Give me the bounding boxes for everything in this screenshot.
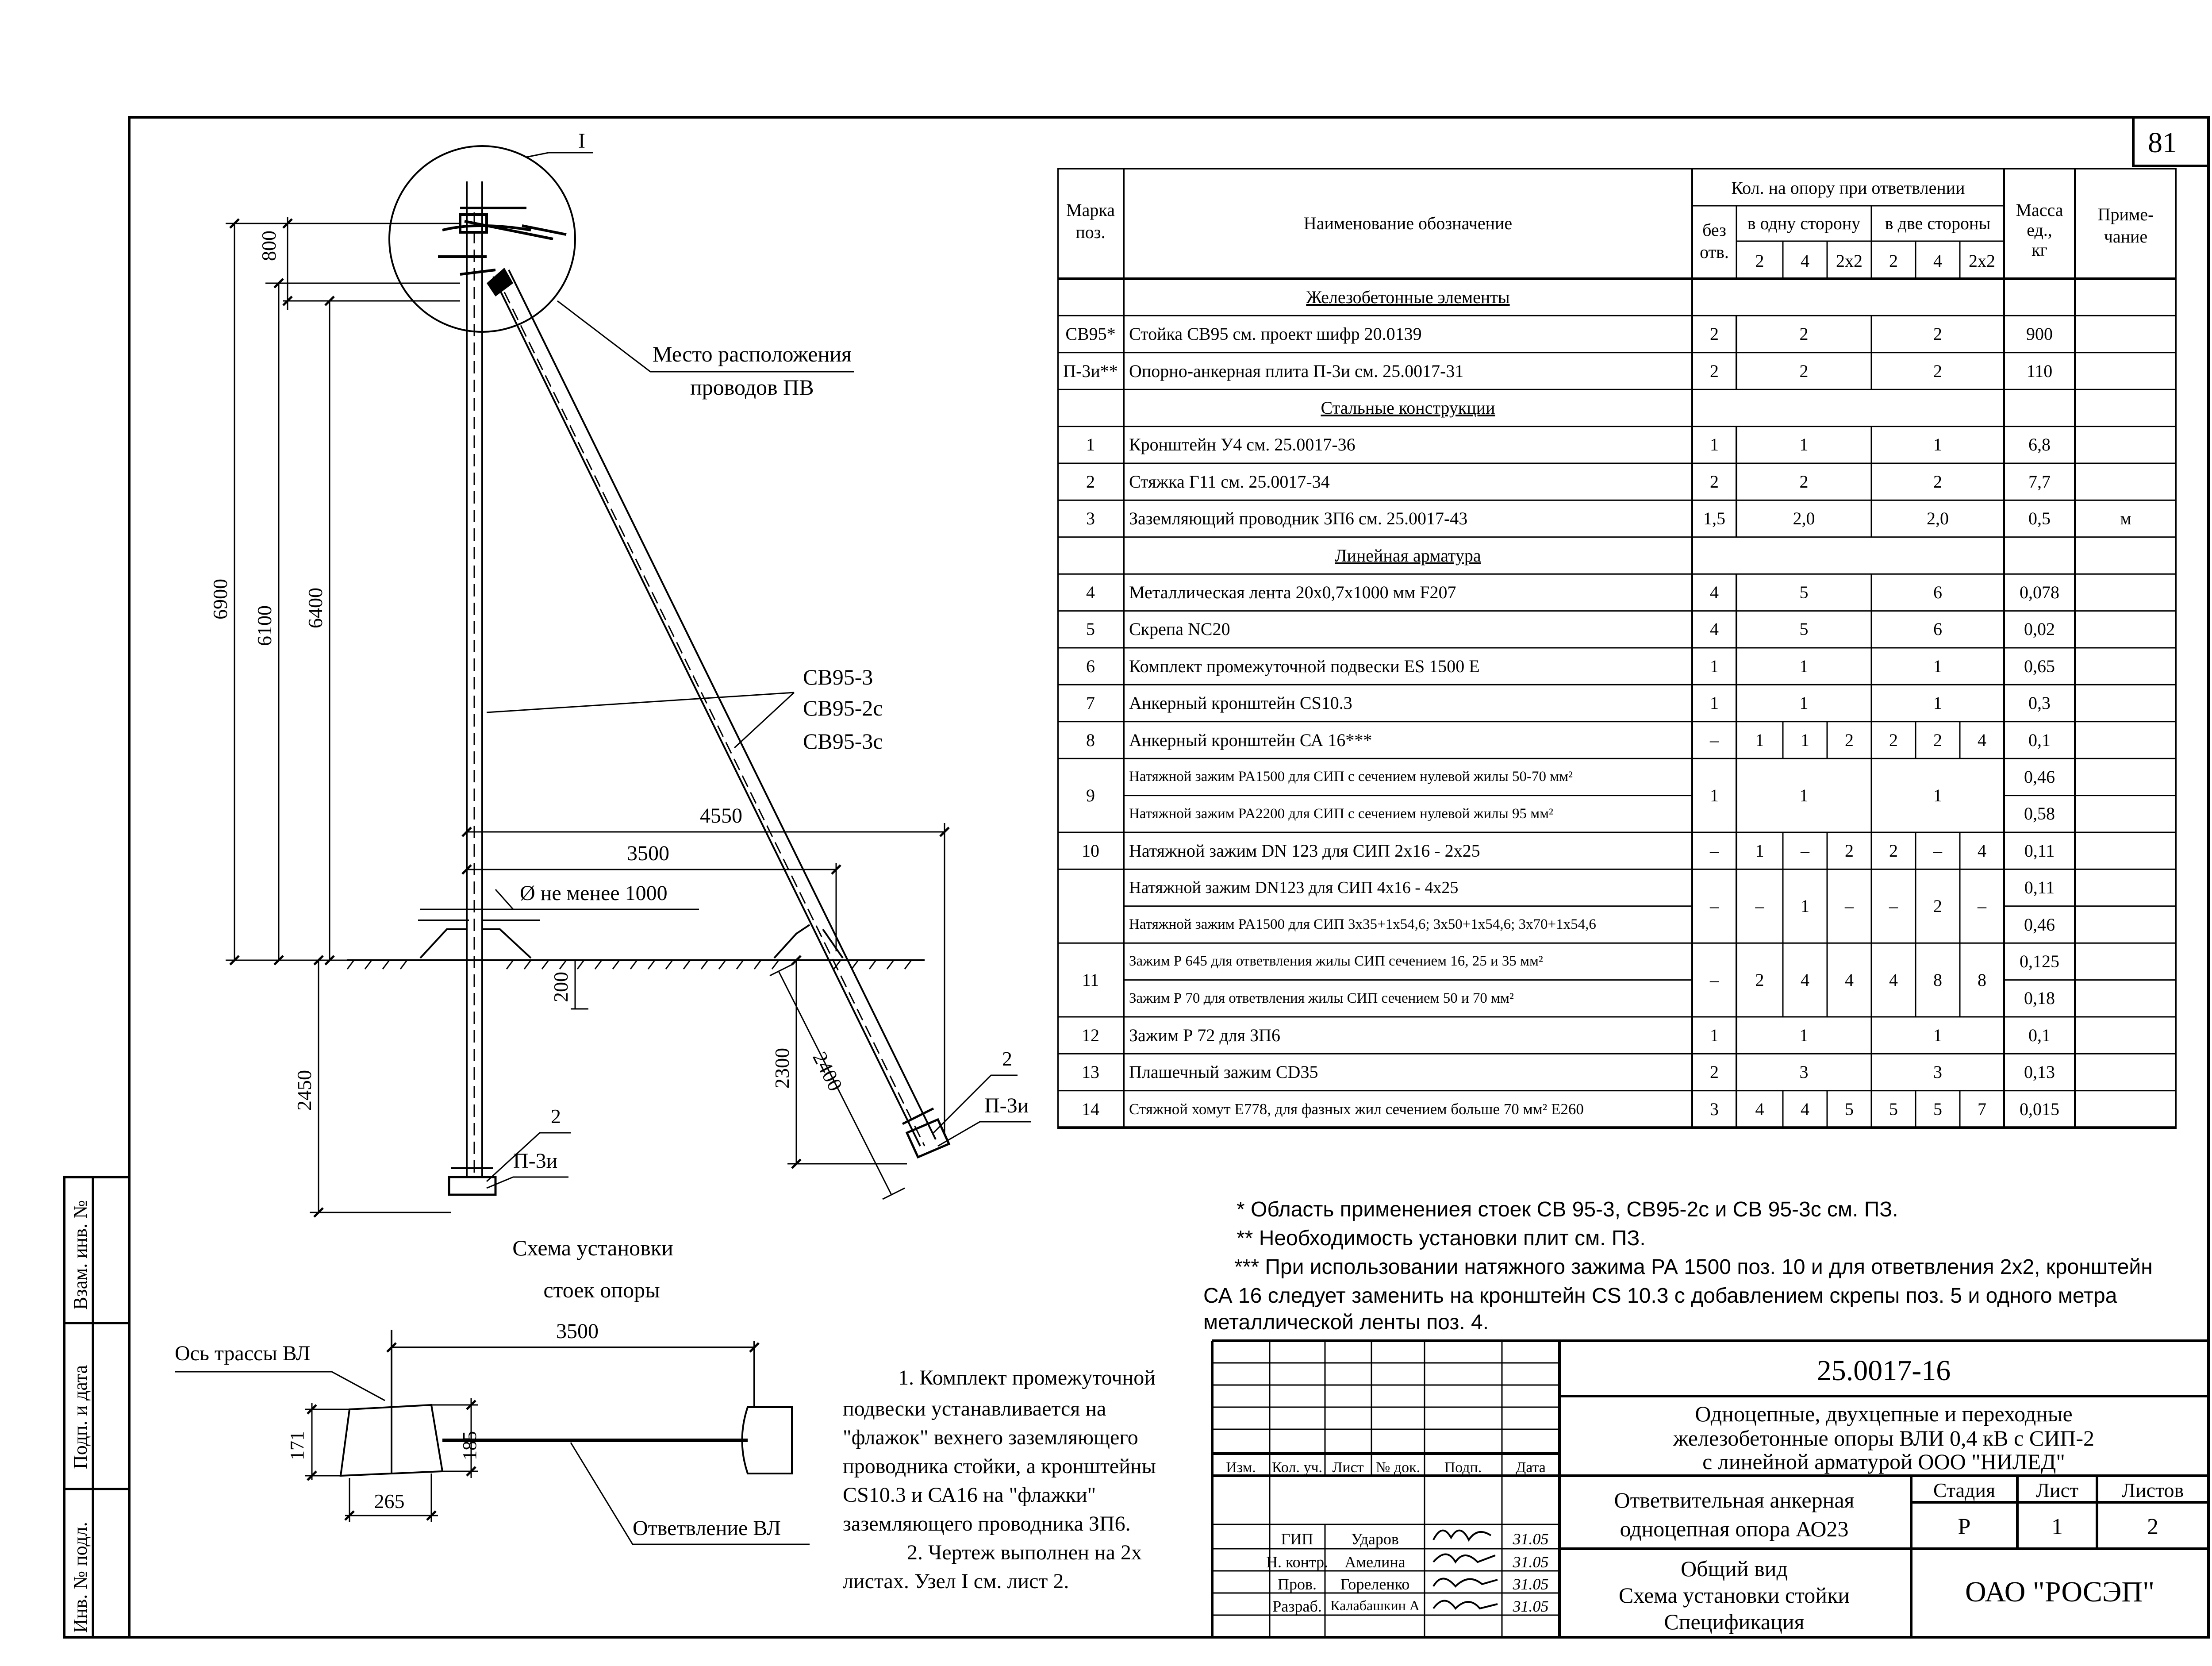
tb-name-1: Амелина [1344,1553,1406,1571]
spec-row-10-name-b: Натяжной зажим PA2200 для СИП с сечением нулевой жилы 95 мм² [1129,805,1553,822]
spec-row-10-mass-b: 0,58 [2024,804,2055,824]
dim-3500: 3500 [627,842,669,865]
spec-row-7-mass: 0,65 [2024,656,2055,676]
spec-row-16-mark: 14 [1082,1099,1099,1119]
spec-row-13-cell-4: 4 [1889,970,1898,990]
plate-right-label: П-3и [984,1094,1029,1117]
spec-row-13-mass-b: 0,18 [2024,988,2055,1008]
hdr-no-branch-2: отв. [1700,242,1729,262]
spec-row-8-bez: 1 [1710,693,1719,713]
spec-row-13-cell-1: 2 [1755,970,1764,990]
spec-row-9-cell-4: 2 [1889,730,1898,750]
tb-col-ndok: № док. [1375,1459,1421,1476]
spec-row-16-mass: 0,015 [2020,1099,2059,1119]
spec-row-4-one: 2,0 [1793,508,1815,529]
spec-row-11-cell-0: – [1710,840,1719,861]
spec-row-1-mass: 110 [2026,361,2053,381]
dim-4550: 4550 [700,804,742,827]
spec-row-16-cell-4: 5 [1889,1099,1898,1119]
spec-row-12-cell-4: – [1889,896,1898,916]
specification-table [1057,168,2177,1162]
spec-row-16-cell-6: 7 [1978,1099,1986,1119]
diameter-note: Ø не менее 1000 [520,881,668,905]
hdr-mass-2: ед., [2027,220,2052,240]
tb-name-2: Горeленко [1340,1575,1410,1593]
spec-row-8-one: 1 [1799,693,1809,713]
tb-stage: Р [1958,1514,1971,1539]
tb-company: ОАО "РОСЭП" [1965,1576,2155,1608]
spec-row-9-cell-0: – [1710,730,1719,750]
hdr-sub-1: 4 [1801,251,1809,271]
spec-row-6-name: Скрепа NC20 [1129,619,1230,639]
hdr-sub-3: 2 [1889,251,1898,271]
hdr-name: Наименование обозначение [1303,213,1513,233]
spec-row-14-name: Зажим Р 72 для ЗП6 [1129,1025,1281,1045]
tb-role-0: ГИП [1281,1530,1313,1548]
note-line-7: 2. Чертеж выполнен на 2х [907,1541,1142,1564]
tb-role-2: Пров. [1278,1575,1317,1593]
spec-row-5-name: Металлическая лента 20х0,7х1000 мм F207 [1129,582,1456,602]
spec-row-0-two: 2 [1933,324,1942,344]
wire-location-line2: проводов ПВ [690,375,814,400]
spec-row-11-mass: 0,11 [2024,840,2055,861]
spec-row-9-cell-6: 4 [1978,730,1986,750]
spec-row-2-one: 1 [1799,435,1809,455]
axis-label: Ось трассы ВЛ [175,1342,311,1365]
spec-row-11-cell-5: – [1933,840,1942,861]
hdr-note-1: Приме- [2097,204,2154,224]
spec-row-9-cell-3: 2 [1845,730,1854,750]
spec-row-3-two: 2 [1933,471,1942,492]
hdr-one-side: в одну сторону [1747,213,1861,233]
spec-row-15-bez: 2 [1710,1062,1719,1082]
spec-row-13-cell-2: 4 [1801,970,1809,990]
spec-row-3-one: 2 [1799,471,1809,492]
spec-row-10-mark: 9 [1086,785,1095,805]
spec-row-9-mark: 8 [1086,730,1095,750]
spec-row-8-mass: 0,3 [2028,693,2051,713]
spec-row-6-mass: 0,02 [2024,619,2055,639]
spec-row-14-one: 1 [1799,1025,1809,1045]
hdr-mass-3: кг [2032,240,2047,260]
tb-sheets-label: Листов [2121,1479,2184,1501]
spec-row-15-one: 3 [1799,1062,1809,1082]
spec-row-5-two: 6 [1933,582,1942,602]
spec-row-2-name: Кронштейн У4 см. 25.0017-36 [1129,435,1356,455]
tb-object-line1: Ответвительная анкерная [1614,1488,1855,1512]
tb-project-line3: с линейной арматурой ООО "НИЛЕД" [1702,1449,2065,1474]
dim-6100: 6100 [253,605,276,646]
spec-row-11-cell-4: 2 [1889,840,1898,861]
spec-row-7-one: 1 [1799,656,1809,676]
spec-row-5-one: 5 [1799,582,1809,602]
spec-row-12-cell-3: – [1845,896,1854,916]
dim-800: 800 [257,231,280,261]
caption-line2: стоек опоры [543,1277,660,1302]
caption-line1: Схема установки [512,1235,673,1260]
tb-date-0: 31.05 [1513,1530,1549,1548]
hdr-sub-4: 4 [1933,251,1942,271]
spec-row-13-name-a: Зажим Р 645 для ответвления жилы СИП сечением 16, 25 и 35 мм² [1129,953,1543,970]
tb-sheets: 2 [2147,1514,2158,1539]
tb-sheet-title-line3: Спецификация [1664,1609,1805,1634]
spec-row-13-cell-5: 8 [1933,970,1942,990]
spec-row-15-two: 3 [1933,1062,1942,1082]
tb-col-list: Лист [1332,1459,1364,1476]
hdr-note-2: чание [2104,227,2148,246]
tb-project-line1: Одноцепные, двухцепные и переходные [1695,1401,2073,1426]
spec-row-8-name: Анкерный кронштейн CS10.3 [1129,693,1352,713]
plan-dim-185: 185 [459,1431,480,1460]
spec-row-0-bez: 2 [1710,324,1719,344]
tb-date-1: 31.05 [1513,1553,1549,1571]
note-line-1: 1. Комплект промежуточной [898,1366,1156,1389]
dim-2300: 2300 [771,1048,793,1089]
pole-label-1: СВ95-3 [803,665,873,689]
spec-row-0-mark: СВ95* [1065,324,1116,344]
plate-left-label: П-3и [513,1149,558,1173]
spec-row-0-name: Стойка СВ95 см. проект шифр 20.0139 [1129,324,1422,344]
spec-row-5-mark: 4 [1086,582,1095,602]
dim-6400: 6400 [304,588,326,628]
spec-row-1-mark: П-3и** [1063,361,1118,381]
node-label: I [578,129,585,153]
tb-project-line2: железобетонные опоры ВЛИ 0,4 кВ с СИП-2 [1673,1426,2095,1451]
spec-row-13-cell-6: 8 [1978,970,1986,990]
spec-row-12-cell-5: 2 [1933,896,1942,916]
section-concrete: Железобетонные элементы [1306,287,1510,307]
spec-row-3-bez: 2 [1710,471,1719,492]
spec-row-15-mass: 0,13 [2024,1062,2055,1082]
spec-row-2-mark: 1 [1086,435,1095,455]
tb-sheet-title-line1: Общий вид [1681,1556,1788,1581]
tb-col-data: Дата [1516,1459,1546,1476]
tb-object-line2: одноцепная опора АО23 [1620,1516,1849,1541]
plan-dim-171: 171 [286,1431,308,1460]
pole-label-2: СВ95-2с [803,696,883,720]
spec-row-16-name: Стяжной хомут Е778, для фазных жил сечением больше 70 мм² Е260 [1129,1100,1584,1118]
spec-row-12-mass-a: 0,11 [2024,877,2055,898]
spec-row-7-bez: 1 [1710,656,1719,676]
note-line-4: проводника стойки, а кронштейны [843,1454,1156,1478]
spec-row-9-cell-1: 1 [1755,730,1764,750]
tb-col-izm: Изм. [1226,1459,1256,1476]
spec-row-9-cell-2: 1 [1801,730,1809,750]
plan-dim-265: 265 [374,1490,405,1512]
spec-row-2-mass: 6,8 [2028,435,2051,455]
spec-row-11-mark: 10 [1082,840,1099,861]
hdr-sub-5: 2х2 [1969,251,1995,271]
spec-row-13-cell-3: 4 [1845,970,1854,990]
spec-row-9-name: Анкерный кронштейн СА 16*** [1129,730,1372,750]
tb-col-kol: Кол. уч. [1271,1459,1323,1476]
spec-row-12-name-b: Натяжной зажим PA1500 для СИП 3х35+1х54,6; 3х50+1х54,6; 3х70+1х54,6 [1129,916,1596,932]
dim-2450: 2450 [293,1070,315,1111]
spec-row-4-name: Заземляющий проводник ЗП6 см. 25.0017-43 [1129,508,1468,529]
spec-row-4-note: м [2120,508,2131,529]
spec-row-4-bez: 1,5 [1703,508,1725,529]
dim-6900: 6900 [209,579,231,619]
spec-row-1-two: 2 [1933,361,1942,381]
spec-row-2-bez: 1 [1710,435,1719,455]
note-line-5: CS10.3 и СА16 на "флажки" [843,1483,1096,1507]
spec-row-11-cell-1: 1 [1755,840,1764,861]
hdr-no-branch-1: без [1702,220,1726,240]
page-number: 81 [2148,127,2177,159]
signatures [1433,1531,1498,1608]
spec-row-13-mass-a: 0,125 [2020,951,2059,971]
tb-date-2: 31.05 [1513,1575,1549,1593]
spec-row-10-two: 1 [1933,785,1942,805]
spec-row-12-name-a: Натяжной зажим DN123 для СИП 4х16 - 4х25 [1129,878,1459,897]
note-line-3: "флажок" вехнего заземляющего [843,1426,1138,1449]
spec-row-10-one: 1 [1799,785,1809,805]
note-line-6: заземляющего проводника ЗП6. [843,1512,1131,1535]
spec-row-2-two: 1 [1933,435,1942,455]
section-steel: Стальные конструкции [1321,397,1495,418]
hdr-two-sides: в две стороны [1885,213,1991,233]
footnote-1: * Область применениея стоек СВ 95-3, СВ95-2с и СВ 95-3с см. ПЗ. [1237,1198,1898,1221]
spec-row-12-mass-b: 0,46 [2024,914,2055,935]
note-line-2: подвески устанавливается на [843,1397,1106,1420]
spec-row-13-mark: 11 [1082,970,1099,990]
hdr-mark-1: Марка [1066,200,1115,220]
footnote-2: ** Необходимость установки плит см. ПЗ. [1237,1227,1646,1250]
section-linear: Линейная арматура [1335,545,1481,566]
footnote-3a: *** При использовании натяжного зажима РА 1500 поз. 10 и для ответвления 2х2, кронштейн [1234,1255,2153,1279]
spec-row-0-mass: 900 [2026,324,2053,344]
tb-date-3: 31.05 [1513,1597,1549,1615]
hdr-sub-0: 2 [1755,251,1764,271]
spec-row-10-name-a: Натяжной зажим PA1500 для СИП с сечением нулевой жилы 50-70 мм² [1129,769,1573,785]
spec-row-13-cell-0: – [1710,970,1719,990]
spec-row-16-cell-3: 5 [1845,1099,1854,1119]
spec-row-6-mark: 5 [1086,619,1095,639]
spec-row-6-bez: 4 [1710,619,1719,639]
spec-row-6-one: 5 [1799,619,1809,639]
spec-row-16-cell-5: 5 [1933,1099,1942,1119]
plate-right-number: 2 [1002,1047,1012,1070]
spec-row-15-name: Плашечный зажим CD35 [1129,1062,1318,1082]
spec-row-7-name: Комплект промежуточной подвески ES 1500 E [1129,656,1480,676]
branch-label: Ответвление ВЛ [633,1516,781,1540]
spec-row-7-two: 1 [1933,656,1942,676]
tb-stage-label: Стадия [1933,1479,1996,1501]
spec-row-11-cell-2: – [1801,840,1809,861]
hdr-qty-group: Кол. на опору при ответвлении [1731,178,1965,198]
side-stamp-podp-data: Подп. и дата [69,1365,91,1469]
spec-row-10-mass-a: 0,46 [2024,766,2055,787]
spec-row-5-mass: 0,078 [2020,582,2059,602]
plan-dim-3500: 3500 [556,1320,599,1343]
footnote-3b: СА 16 следует заменить на кронштейн CS 10.3 с добавлением скрепы поз. 5 и одного метра [1203,1284,2117,1308]
spec-row-9-cell-5: 2 [1933,730,1942,750]
spec-row-1-one: 2 [1799,361,1809,381]
spec-row-16-cell-0: 3 [1710,1099,1719,1119]
side-stamp-vzam-inv: Взам. инв. № [69,1200,91,1310]
spec-row-14-mark: 12 [1082,1025,1099,1045]
spec-row-16-cell-2: 4 [1801,1099,1809,1119]
note-line-8: листах. Узел I см. лист 2. [843,1570,1069,1593]
dim-2400: 2400 [808,1048,847,1095]
wire-location-line1: Место расположения [653,342,852,366]
spec-row-12-cell-1: – [1755,896,1764,916]
dim-200: 200 [549,972,572,1002]
tb-name-3: Калабашкин А [1330,1597,1420,1613]
tb-code: 25.0017-16 [1816,1354,1951,1387]
tb-sheet-label: Лист [2035,1479,2079,1501]
hdr-mass-1: Масса [2016,200,2063,220]
spec-row-13-name-b: Зажим Р 70 для ответвления жилы СИП сечением 50 и 70 мм² [1129,990,1514,1006]
spec-row-3-name: Стяжка Г11 см. 25.0017-34 [1129,471,1330,492]
spec-row-4-mass: 0,5 [2028,508,2051,529]
tb-sheet: 1 [2051,1514,2063,1539]
spec-row-14-two: 1 [1933,1025,1942,1045]
spec-row-11-cell-6: 4 [1978,840,1986,861]
spec-row-9-mass: 0,1 [2028,730,2051,750]
spec-row-12-cell-2: 1 [1801,896,1809,916]
tb-name-0: Ударов [1351,1530,1399,1548]
spec-row-12-cell-6: – [1978,896,1986,916]
spec-row-8-mark: 7 [1086,693,1095,713]
spec-row-11-name: Натяжной зажим DN 123 для СИП 2х16 - 2х25 [1129,840,1480,861]
tb-col-podp: Подп. [1444,1459,1482,1476]
spec-row-1-bez: 2 [1710,361,1719,381]
spec-row-1-name: Опорно-анкерная плита П-3и см. 25.0017-31 [1129,361,1464,381]
tb-sheet-title-line2: Схема установки стойки [1618,1583,1850,1608]
tb-role-1: Н. контр. [1266,1553,1329,1571]
hdr-sub-2: 2х2 [1836,251,1863,271]
pole-label-3: СВ95-3с [803,729,883,754]
spec-row-7-mark: 6 [1086,656,1095,676]
spec-row-11-cell-3: 2 [1845,840,1854,861]
footnote-3c: металлической ленты поз. 4. [1203,1311,1489,1334]
spec-row-4-mark: 3 [1086,508,1095,529]
spec-row-0-one: 2 [1799,324,1809,344]
spec-row-10-bez: 1 [1710,785,1719,805]
plate-left-number: 2 [551,1105,561,1127]
spec-row-6-two: 6 [1933,619,1942,639]
spec-row-8-two: 1 [1933,693,1942,713]
side-stamp-inv-podl: Инв. № подл. [69,1522,91,1633]
spec-row-14-mass: 0,1 [2028,1025,2051,1045]
spec-row-3-mark: 2 [1086,471,1095,492]
spec-row-5-bez: 4 [1710,582,1719,602]
spec-row-4-two: 2,0 [1927,508,1949,529]
spec-row-3-mass: 7,7 [2028,471,2051,492]
hdr-mark-2: поз. [1075,222,1106,242]
tb-role-3: Разраб. [1272,1597,1322,1615]
spec-row-15-mark: 13 [1082,1062,1099,1082]
spec-row-12-cell-0: – [1710,896,1719,916]
spec-row-16-cell-1: 4 [1755,1099,1764,1119]
spec-row-14-bez: 1 [1710,1025,1719,1045]
